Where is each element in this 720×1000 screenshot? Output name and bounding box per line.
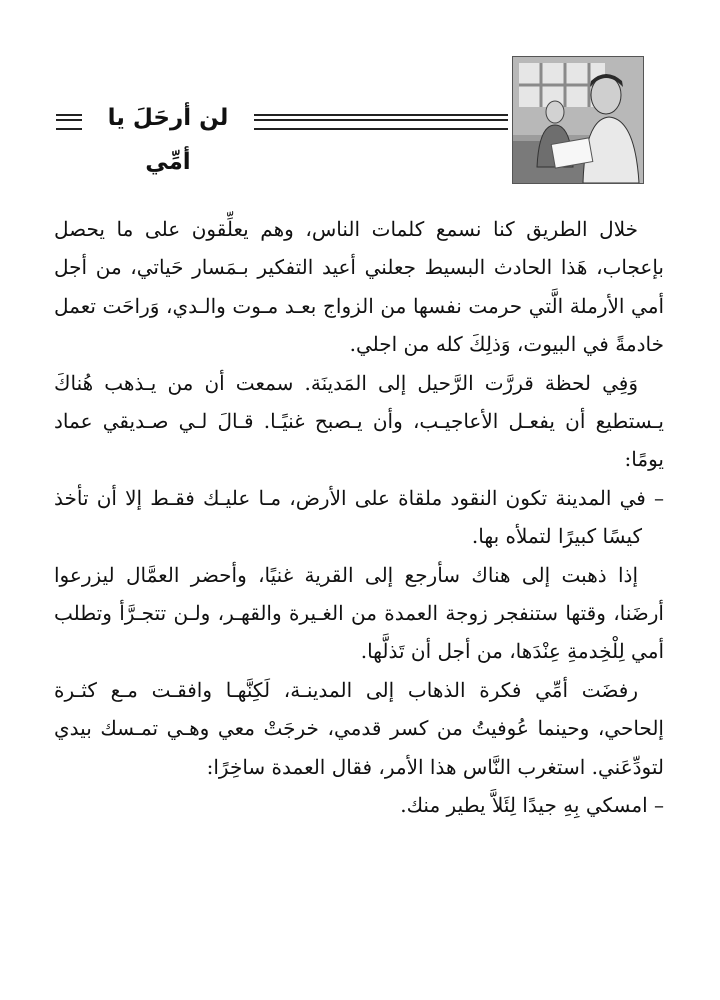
paragraph: رفضَت أمِّي فكرة الذهاب إلى المدينـة، لَكِنَّهـا وافقـت مـع كثـرة إلحاحي، وحينما عُوفيتُ من كسر قدمي، خرجَتْ معي وهـي تمـسك بيدي لتودِّعَني. استغرب النَّاس هذا الأمر، فقال العمدة ساخِرًا: — [54, 677, 664, 779]
title-rule-left — [56, 114, 82, 130]
paragraph: وَفِي لحظة قررَّت الرَّحيل إلى المَدينَة. سمعت أن من يـذهب هُناكَ يـستطيع أن يفعـل الأعاجيـب، وأن يـصبح غنيًـا. قـالَ لـي صـديقي عماد يومًا: — [54, 370, 664, 472]
dialog-line: – في المدينة تكون النقود ملقاة على الأرض، مـا عليـك فقـط إلا أن تأخذ كيسًا كبيرًا لتملأه بها. — [54, 485, 664, 549]
illustration-figures — [513, 57, 643, 183]
page-title: لن أرحَلَ يا أمِّي — [107, 105, 229, 175]
story-text — [54, 210, 664, 825]
chapter-header — [0, 56, 720, 186]
paragraph: إذا ذهبت إلى هناك سأرجع إلى القرية غنيًا، وأحضر العمَّال ليزرعوا أرضَنا، وقتها ستنفجر زوجة العمدة من الغـيرة والقهـر، ولـن تتجـرَّأ وتطلب أمي لِلْخِدمةِ عِنْدَها، من أجل أن تَذلَّها. — [54, 562, 664, 664]
dialog-line: – امسكي بِهِ جيدًا لِئَلاَّ يطير منك. — [400, 793, 664, 818]
paragraph: خلال الطريق كنا نسمع كلمات الناس، وهم يعلِّقون على ما يحصل بإعجاب، هَذا الحادث البسيط جعلني أعيد التفكير بـمَسار حَياتي، من أجل أمي الأرملة الَّتي حرمت نفسها من الزواج بعـد مـوت والـدي، وَراحَت تعمل خادمةً في البيوت، وَذلِكَ كله من اجلي. — [54, 217, 664, 357]
title-rule-right — [254, 114, 508, 130]
illustration-photo — [512, 56, 644, 184]
